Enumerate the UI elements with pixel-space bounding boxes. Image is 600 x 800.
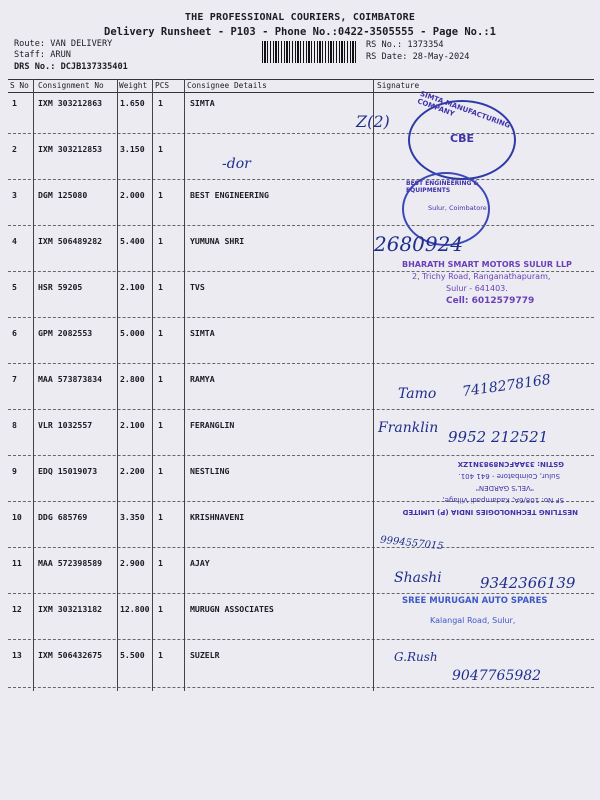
row-consignee: AJAY	[190, 558, 210, 568]
row-weight: 2.900	[120, 558, 145, 568]
signature-row2: -dor	[222, 156, 251, 172]
col-header-pcs: PCS	[155, 81, 170, 90]
row-pcs: 1	[158, 650, 163, 660]
signature-row11-name: Shashi	[394, 570, 442, 586]
row-consignee: MURUGN ASSOCIATES	[190, 604, 274, 614]
row-weight: 3.150	[120, 144, 145, 154]
row-consignment-no: GPM 2082553	[38, 328, 93, 338]
row-sno: 4	[12, 236, 17, 246]
row-pcs: 1	[158, 420, 163, 430]
row-pcs: 1	[158, 190, 163, 200]
rs-date: RS Date: 28-May-2024	[366, 52, 470, 62]
row-pcs: 1	[158, 98, 163, 108]
barcode	[262, 41, 358, 63]
row-pcs: 1	[158, 236, 163, 246]
row-consignee: SUZELR	[190, 650, 220, 660]
row-pcs: 1	[158, 282, 163, 292]
row-pcs: 1	[158, 604, 163, 614]
row-weight: 2.200	[120, 466, 145, 476]
col-header-consignment: Consignment No	[38, 81, 104, 90]
signature-row10-phone: 9994557015	[379, 534, 445, 553]
row-sno: 8	[12, 420, 17, 430]
row-consignment-no: HSR 59205	[38, 282, 83, 292]
row-weight: 2.100	[120, 420, 145, 430]
col-header-sno: S No	[10, 81, 29, 90]
row-weight: 2.800	[120, 374, 145, 384]
row-consignment-no: IXM 303212863	[38, 98, 103, 108]
row-sno: 2	[12, 144, 17, 154]
signature-row8-phone: 9952 212521	[448, 428, 549, 446]
signature-row13-phone: 9047765982	[452, 668, 542, 684]
row-weight: 5.000	[120, 328, 145, 338]
signature-row4: 2680924	[374, 232, 464, 256]
row-consignment-no: MAA 572398589	[38, 558, 103, 568]
row-consignment-no: VLR 1032557	[38, 420, 93, 430]
row-pcs: 1	[158, 466, 163, 476]
row-weight: 12.800	[120, 604, 150, 614]
signature-row1: Z(2)	[356, 112, 390, 131]
staff-label: Staff: ARUN	[14, 50, 71, 60]
row-consignment-no: DDG 685769	[38, 512, 88, 522]
row-consignee: RAMYA	[190, 374, 215, 384]
row-sno: 3	[12, 190, 17, 200]
row-sno: 1	[12, 98, 17, 108]
row-consignment-no: IXM 506432675	[38, 650, 103, 660]
route-label: Route: VAN DELIVERY	[14, 39, 113, 49]
signature-row8-name: Franklin	[378, 420, 439, 436]
row-consignee: BEST ENGINEERING	[190, 190, 269, 200]
company-title: THE PROFESSIONAL COURIERS, COIMBATORE	[184, 12, 416, 23]
signature-row11-phone: 9342366139	[480, 574, 576, 592]
row-sno: 12	[12, 604, 22, 614]
row-sno: 9	[12, 466, 17, 476]
drs-number: DRS No.: DCJB137335401	[14, 62, 128, 72]
simta-stamp: SIMTA MANUFACTURING COMPANY CBE	[408, 100, 516, 180]
col-header-weight: Weight	[119, 81, 148, 90]
row-sno: 5	[12, 282, 17, 292]
row-pcs: 1	[158, 512, 163, 522]
row-consignee: SIMTA	[190, 98, 215, 108]
row-consignment-no: DGM 125080	[38, 190, 88, 200]
signature-row7-phone: 7418278168	[461, 371, 552, 401]
row-consignee: FERANGLIN	[190, 420, 235, 430]
row-pcs: 1	[158, 374, 163, 384]
best-engineering-stamp: BEST ENGINEERING & EQUIPMENTS Sulur, Coimbatore	[402, 172, 490, 246]
nestling-stamp: NESTLING TECHNOLOGIES INDIA (P) LIMITED SF No: 108/6A, Kadampadi Village, "VEL'S GARDEN" Sulur, Coimbatore - 641 401. GSTIN: 33AAFCN8983N1ZX	[402, 460, 578, 516]
row-consignment-no: MAA 573873834	[38, 374, 103, 384]
col-header-signature: Signature	[377, 81, 420, 90]
row-sno: 6	[12, 328, 17, 338]
row-consignment-no: IXM 506489282	[38, 236, 103, 246]
rs-number: RS No.: 1373354	[366, 40, 444, 50]
row-pcs: 1	[158, 328, 163, 338]
row-sno: 13	[12, 650, 22, 660]
row-sno: 7	[12, 374, 17, 384]
row-weight: 5.500	[120, 650, 145, 660]
runsheet-page: THE PROFESSIONAL COURIERS, COIMBATORE Delivery Runsheet - P103 - Phone No.:0422-3505555 - Page No.:1 Route: VAN DELIVERY Staff: ARUN DRS No.: DCJB137335401 RS No.: 1373354 RS Date: 28-May-2024 S No Consignment No Weight PCS Consignee Details Signature 1 IXM 303212863 1.650 1 SIMTA 2 IXM 303212853 3.150 1 3 DGM 125080 2.000 1 BEST ENGINEERING 4 IXM 506489282 5.400 1 YUMUNA SHRI 5 HSR 59205 2.100 1 TVS 6 GPM 2082553 5.000 1 SIMTA 7 MAA 573873834 2.800 1 RAMYA 8 VLR 1032557 2.100 1 FERANGLIN 9 EDQ 15019073 2.200 1 NESTLING 10 DDG 685769 3.350 1 KRISHNAVENI 11 MAA 572398589 2.900 1 AJAY 12 IXM 303213182 12.800 1 MURUGN ASSOCIATES 13 IXM 506432675 5.500 1 SUZELR SIMTA MANUFACTURING COMPANY CBE Z(2) -dor BEST ENGINEERING & EQUIPMENTS Sulur, Coimbatore 2680924 BHARATH SMART MOTORS SULUR LLP 2, Trichy Road, Ranganathapuram, Sulur - 641403. Cell: 6012579779 Tamo 7418278168 Franklin 9952 212521 NESTLING TECHNOLOGIES INDIA (P) LIMITED SF No: 108/6A, Kadampadi Village, "VEL'S GARDEN" Sulur, Coimbatore - 641 401. GSTIN: 33AAFCN8983N1ZX 9994557015 Shashi 9342366139 SREE MURUGAN AUTO SPARES Kalangal Road, Sulur, G.Rush 9047765982	[0, 0, 600, 800]
row-consignee: KRISHNAVENI	[190, 512, 245, 522]
col-header-consignee: Consignee Details	[187, 81, 267, 90]
row-pcs: 1	[158, 144, 163, 154]
row-consignee: TVS	[190, 282, 205, 292]
signature-row7-name: Tamo	[398, 386, 437, 402]
row-pcs: 1	[158, 558, 163, 568]
row-weight: 3.350	[120, 512, 145, 522]
row-weight: 5.400	[120, 236, 145, 246]
row-consignee: YUMUNA SHRI	[190, 236, 245, 246]
row-consignment-no: IXM 303213182	[38, 604, 103, 614]
row-weight: 1.650	[120, 98, 145, 108]
row-sno: 11	[12, 558, 22, 568]
row-weight: 2.000	[120, 190, 145, 200]
row-consignment-no: EDQ 15019073	[38, 466, 98, 476]
row-consignee: NESTLING	[190, 466, 230, 476]
row-weight: 2.100	[120, 282, 145, 292]
row-consignment-no: IXM 303212853	[38, 144, 103, 154]
signature-row13-name: G.Rush	[394, 650, 438, 664]
runsheet-subtitle: Delivery Runsheet - P103 - Phone No.:0422-3505555 - Page No.:1	[104, 26, 496, 38]
row-sno: 10	[12, 512, 22, 522]
row-consignee: SIMTA	[190, 328, 215, 338]
